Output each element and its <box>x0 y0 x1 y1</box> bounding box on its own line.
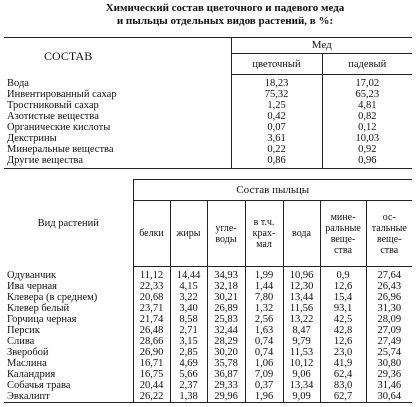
row-species-name: Зверобой <box>4 347 133 358</box>
cell-other: 31,46 <box>377 380 402 391</box>
table-row <box>4 292 412 303</box>
cell-mineral: 62,7 <box>320 391 366 403</box>
header-water: вода <box>283 201 320 267</box>
table-row <box>4 336 412 347</box>
cell-carbs: 32,44 <box>207 325 245 336</box>
cell-honeydew: 65,23 <box>355 89 380 100</box>
row-species-name: Горчица черная <box>4 314 133 325</box>
cell-honeydew: 4,81 <box>358 100 377 111</box>
cell-protein: 26,90 <box>133 347 170 358</box>
cell-protein: 20,44 <box>133 380 170 391</box>
cell-protein: 16,75 <box>133 369 170 380</box>
cell-other: 29,36 <box>377 369 402 380</box>
table-row <box>4 75 412 90</box>
row-species-name: Маслина <box>4 358 133 369</box>
honey-table-body <box>4 75 412 169</box>
cell-other: 27,49 <box>377 336 402 347</box>
cell-flower: 0,22 <box>231 144 322 155</box>
cell-fat: 1,38 <box>170 391 207 403</box>
cell-flower: 0,86 <box>231 155 322 169</box>
cell-other: 26,96 <box>377 292 402 303</box>
cell-mineral: 0,9 <box>320 267 366 282</box>
row-species-name: Собачья трава <box>4 380 133 391</box>
cell-mineral: 83,0 <box>320 380 366 391</box>
cell-starch: 0,74 <box>245 347 283 358</box>
row-species-name: Клевер белый <box>4 303 133 314</box>
table-row <box>4 391 412 403</box>
table-row <box>4 380 412 391</box>
cell-water: 11,56 <box>283 303 320 314</box>
cell-carbs: 29,96 <box>207 391 245 403</box>
row-species-name: Эвкалипт <box>4 391 133 403</box>
cell-water: 13,22 <box>283 314 320 325</box>
table-row <box>4 369 412 380</box>
page-title <box>95 2 355 28</box>
cell-protein: 20,68 <box>133 292 170 303</box>
header-honey: Мед <box>231 38 412 54</box>
cell-fat: 2,71 <box>170 325 207 336</box>
cell-fat: 3,22 <box>170 292 207 303</box>
cell-honeydew: 10,03 <box>355 133 380 144</box>
table-row <box>4 358 412 369</box>
cell-starch: 7,80 <box>245 292 283 303</box>
cell-protein: 23,71 <box>133 303 170 314</box>
row-name: Другие вещества <box>4 155 231 169</box>
cell-honeydew: 0,92 <box>358 144 377 155</box>
table-row <box>4 325 412 336</box>
cell-other: 30,64 <box>366 391 412 403</box>
cell-mineral: 93,1 <box>320 303 366 314</box>
table-row <box>4 89 412 100</box>
cell-other: 26,43 <box>377 281 402 292</box>
row-name: Инвентированный сахар <box>4 89 231 100</box>
cell-mineral: 23,0 <box>320 347 366 358</box>
cell-carbs: 34,93 <box>207 267 245 282</box>
table-row <box>4 144 412 155</box>
cell-protein: 26,22 <box>133 391 170 403</box>
cell-protein: 28,66 <box>133 336 170 347</box>
header-honeydew-honey: падевый <box>322 54 412 75</box>
cell-water: 13,44 <box>283 292 320 303</box>
cell-starch: 0,74 <box>245 336 283 347</box>
header-flower-honey: цветочный <box>231 54 322 75</box>
cell-carbs: 30,20 <box>207 347 245 358</box>
cell-water: 8,47 <box>283 325 320 336</box>
cell-protein: 11,12 <box>133 267 170 282</box>
row-name: Декстрины <box>4 133 231 144</box>
cell-carbs: 29,33 <box>207 380 245 391</box>
cell-other: 27,64 <box>377 270 402 281</box>
cell-water: 11,53 <box>283 347 320 358</box>
header-mineral: мине- ральные веще- ства <box>320 201 366 267</box>
row-name: Вода <box>4 75 231 90</box>
cell-water: 12,30 <box>283 281 320 292</box>
header-other: ос- тальные веще- ства <box>366 201 412 267</box>
title-line-1: Химический состав цветочного и падевого меда <box>105 2 345 14</box>
cell-carbs: 26,89 <box>207 303 245 314</box>
cell-starch: 1,99 <box>245 267 283 282</box>
row-species-name: Одуванчик <box>4 267 133 282</box>
cell-carbs: 30,21 <box>207 292 245 303</box>
header-pollen: Состав пыльцы <box>133 180 412 201</box>
table-row <box>4 100 412 111</box>
table-row <box>4 155 412 169</box>
row-species-name: Ива черная <box>4 281 133 292</box>
header-composition: СОСТАВ <box>4 38 231 75</box>
cell-mineral: 42,8 <box>320 325 366 336</box>
cell-honeydew: 17,02 <box>355 78 380 89</box>
cell-mineral: 62,4 <box>320 369 366 380</box>
cell-fat: 8,58 <box>170 314 207 325</box>
cell-starch: 1,44 <box>245 281 283 292</box>
table-row <box>4 111 412 122</box>
cell-fat: 5,66 <box>170 369 207 380</box>
row-name: Органические кислоты <box>4 122 231 133</box>
cell-flower: 1,25 <box>231 100 322 111</box>
cell-other: 25,74 <box>377 347 402 358</box>
cell-water: 10,96 <box>283 267 320 282</box>
cell-other: 30,80 <box>377 358 402 369</box>
table-row <box>4 347 412 358</box>
cell-mineral: 41,9 <box>320 358 366 369</box>
header-fat: жиры <box>170 201 207 267</box>
cell-flower: 75,32 <box>231 89 322 100</box>
cell-fat: 4,69 <box>170 358 207 369</box>
cell-water: 10,12 <box>283 358 320 369</box>
cell-mineral: 42,5 <box>320 314 366 325</box>
row-species-name: Слива <box>4 336 133 347</box>
cell-mineral: 15,4 <box>320 292 366 303</box>
cell-starch: 2,56 <box>245 314 283 325</box>
cell-starch: 0,37 <box>245 380 283 391</box>
row-species-name: Клевера (в среднем) <box>4 292 133 303</box>
cell-starch: 1,06 <box>245 358 283 369</box>
cell-protein: 21,74 <box>133 314 170 325</box>
cell-water: 9,06 <box>283 369 320 380</box>
table-row <box>4 133 412 144</box>
cell-carbs: 35,78 <box>207 358 245 369</box>
row-name: Азотистые вещества <box>4 111 231 122</box>
row-name: Минеральные вещества <box>4 144 231 155</box>
row-species-name: Каландрия <box>4 369 133 380</box>
cell-fat: 4,15 <box>170 281 207 292</box>
cell-flower: 0,42 <box>231 111 322 122</box>
cell-protein: 22,33 <box>133 281 170 292</box>
cell-other: 31,30 <box>377 303 402 314</box>
table-row <box>4 303 412 314</box>
table-row <box>4 314 412 325</box>
honey-composition-table <box>4 37 412 169</box>
cell-fat: 2,37 <box>170 380 207 391</box>
cell-protein: 26,48 <box>133 325 170 336</box>
cell-honeydew: 0,12 <box>358 122 377 133</box>
cell-mineral: 12,6 <box>320 336 366 347</box>
title-line-2: и пыльцы отдельных видов растений, в %: <box>116 15 334 27</box>
cell-flower: 3,61 <box>231 133 322 144</box>
cell-flower: 0,07 <box>231 122 322 133</box>
header-protein: белки <box>133 201 170 267</box>
cell-fat: 3,15 <box>170 336 207 347</box>
pollen-table-body <box>4 267 412 403</box>
cell-water: 13,34 <box>283 380 320 391</box>
table-row <box>4 122 412 133</box>
cell-flower: 18,23 <box>231 75 322 90</box>
cell-water: 9,79 <box>283 336 320 347</box>
cell-carbs: 36,87 <box>207 369 245 380</box>
cell-starch: 7,09 <box>245 369 283 380</box>
header-species: Вид растений <box>4 180 133 267</box>
cell-starch: 1,63 <box>245 325 283 336</box>
cell-other: 27,09 <box>377 325 402 336</box>
cell-water: 9,09 <box>283 391 320 403</box>
cell-fat: 2,85 <box>170 347 207 358</box>
cell-mineral: 12,6 <box>320 281 366 292</box>
cell-carbs: 25,83 <box>207 314 245 325</box>
cell-carbs: 28,29 <box>207 336 245 347</box>
cell-starch: 1,96 <box>245 391 283 403</box>
pollen-composition-table <box>4 179 412 403</box>
cell-honeydew: 0,82 <box>358 111 377 122</box>
table-row <box>4 281 412 292</box>
header-starch: в т.ч. крах- мал <box>245 201 283 267</box>
cell-carbs: 32,18 <box>207 281 245 292</box>
cell-fat: 14,44 <box>170 267 207 282</box>
cell-honeydew: 0,96 <box>322 155 412 169</box>
cell-starch: 1,32 <box>245 303 283 314</box>
cell-protein: 16,71 <box>133 358 170 369</box>
cell-other: 28,09 <box>377 314 402 325</box>
cell-fat: 3,40 <box>170 303 207 314</box>
table-row <box>4 267 412 282</box>
row-name: Тростниковый сахар <box>4 100 231 111</box>
header-carbs: угле- воды <box>207 201 245 267</box>
row-species-name: Персик <box>4 325 133 336</box>
